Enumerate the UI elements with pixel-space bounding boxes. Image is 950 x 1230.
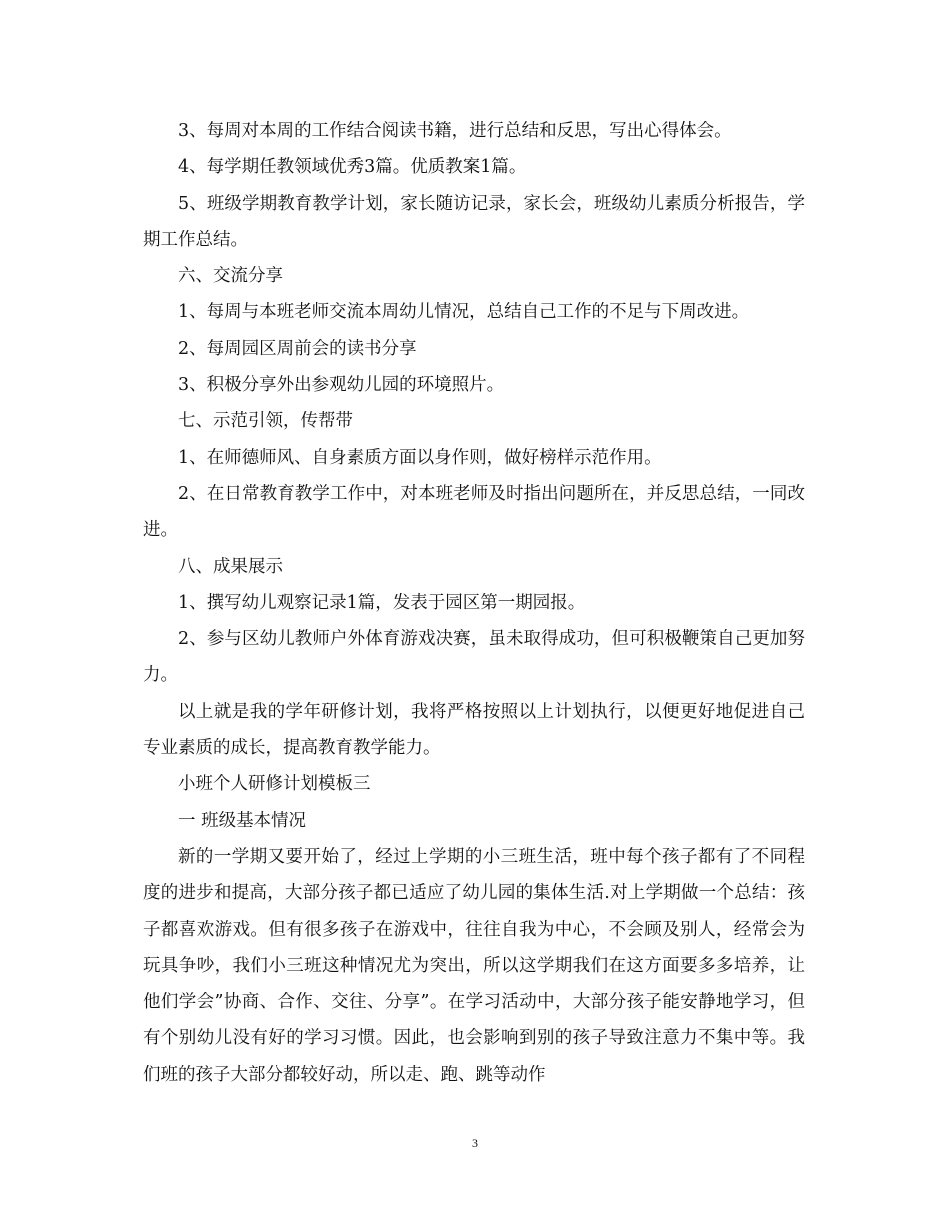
paragraph-mentoring-1: 1、在师德师风、自身素质方面以身作则，做好榜样示范作用。 — [178, 447, 662, 468]
section-heading-results: 八、成果展示 — [178, 556, 283, 577]
page-number: 3 — [472, 1136, 478, 1150]
paragraph-exchange-3: 3、积极分享外出参观幼儿园的环境照片。 — [178, 375, 505, 396]
paragraph-results-2: 2、参与区幼儿教师户外体育游戏决赛，虽未取得成功，但可积极鞭策自己更加努力。 — [143, 629, 805, 686]
paragraph-item-3: 3、每周对本周的工作结合阅读书籍，进行总结和反思，写出心得体会。 — [178, 121, 732, 141]
document-body — [143, 113, 805, 1093]
paragraph-mentoring-2: 2、在日常教育教学工作中，对本班老师及时指出问题所在，并反思总结，一同改进。 — [143, 483, 805, 541]
template-title: 小班个人研修计划模板三 — [178, 774, 371, 795]
section-heading-exchange: 六、交流分享 — [178, 266, 283, 287]
paragraph-conclusion: 以上就是我的学年研修计划，我将严格按照以上计划执行，以便更好地促进自己专业素质的成长，提高教育教学能力。 — [143, 701, 805, 759]
paragraph-exchange-1: 1、每周与本班老师交流本周幼儿情况，总结自己工作的不足与下周改进。 — [178, 302, 750, 323]
paragraph-item-4: 4、每学期任教领域优秀3篇。优质教案1篇。 — [178, 157, 527, 178]
paragraph-item-5: 5、班级学期教育教学计划，家长随访记录，家长会，班级幼儿素质分析报告，学期工作总结。 — [143, 193, 805, 250]
paragraph-results-1: 1、撰写幼儿观察记录1篇，发表于园区第一期园报。 — [178, 592, 586, 613]
paragraph-class-info: 新的一学期又要开始了，经过上学期的小三班生活，班中每个孩子都有了不同程度的进步和提高，大部分孩子都已适应了幼儿园的集体生活.对上学期做一个总结：孩子都喜欢游戏。但有很多孩子在游戏中，往往自我为中心，不会顾及别人，经常会为玩具争吵，我们小三班这种情况尤为突出，所以这学期我们在这方面要多多培养，让他们学会”协商、合作、交往、分享”。在学习活动中，大部分孩子能安静地学习，但有个别幼儿没有好的学习习惯。因此，也会影响到别的孩子导致注意力不集中等。我们班的孩子大部分都较好动，所以走、跑、跳等动作 — [143, 846, 805, 1085]
section-heading-mentoring: 七、示范引领，传帮带 — [178, 411, 353, 432]
paragraph-exchange-2: 2、每周园区周前会的读书分享 — [178, 338, 417, 359]
section-heading-class-info: 一 班级基本情况 — [178, 810, 307, 831]
